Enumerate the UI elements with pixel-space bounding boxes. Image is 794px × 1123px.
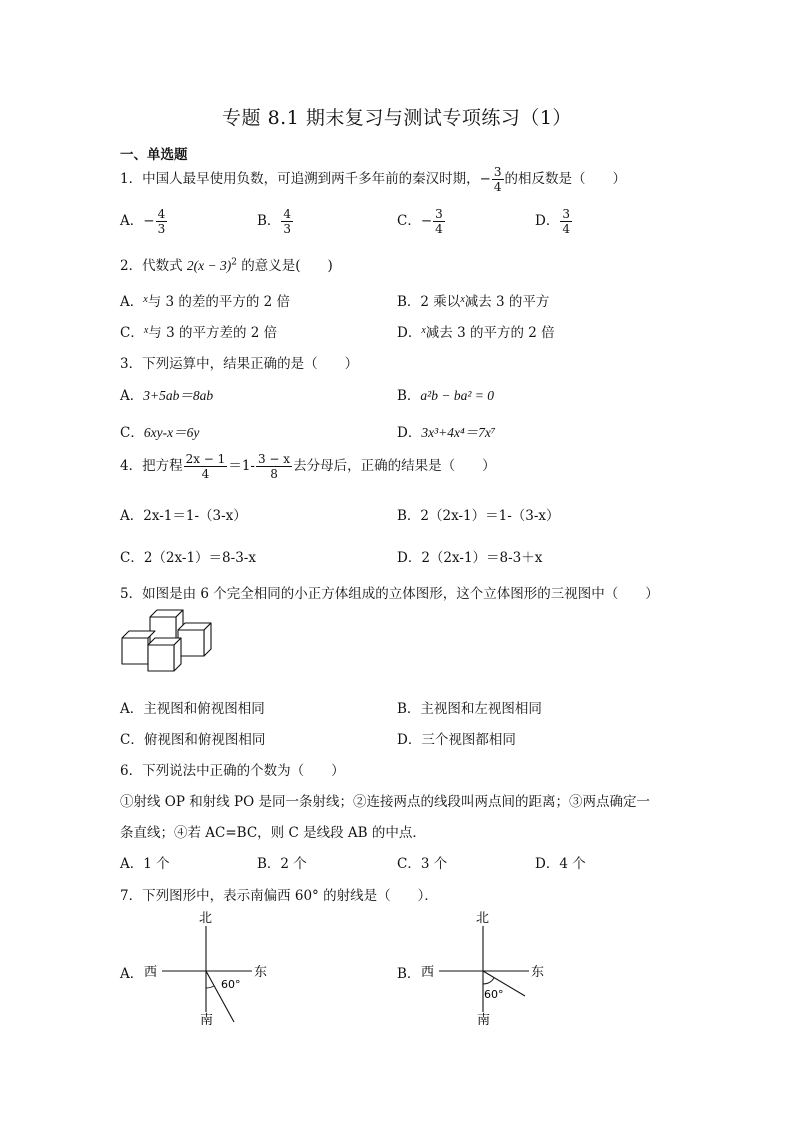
q4-mid: ＝1- xyxy=(228,458,255,474)
q1-option-d[interactable] xyxy=(535,207,573,236)
question-4-stem xyxy=(120,452,496,481)
question-5-stem: 5．如图是由 6 个完全相同的小正方体组成的立体图形，这个立体图形的三视图中（ ） xyxy=(120,586,659,602)
q7-option-b-label[interactable]: B． xyxy=(397,966,421,982)
section-heading: 一、单选题 xyxy=(120,147,188,163)
q1-a-sign: − xyxy=(143,213,155,229)
q1-a-den: 3 xyxy=(157,222,166,236)
q1-b-label: B． xyxy=(257,213,281,229)
q6-statements-line-1: ①射线 OP 和射线 PO 是同一条射线；②连接两点的线段叫两点间的距离；③两点确定一 xyxy=(120,794,650,810)
q1-c-den: 4 xyxy=(435,222,443,236)
q1-fraction xyxy=(492,165,504,194)
q4-f2-num: 3 − x xyxy=(257,452,291,466)
q4-d-label: D． xyxy=(397,550,422,566)
q3-d-label: D． xyxy=(397,425,422,441)
q2-d-var: x xyxy=(421,325,426,336)
west-label: 西 xyxy=(144,965,158,980)
question-1-stem xyxy=(120,165,626,194)
q4-a-label: A． xyxy=(120,508,144,524)
q2-c-var: x xyxy=(143,325,149,336)
question-7-stem: 7．下列图形中，表示南偏西 60° 的射线是（ ）． xyxy=(120,888,438,904)
q1-c-frac xyxy=(433,207,445,236)
angle-label: 60° xyxy=(221,978,241,991)
q4-f1-num: 2x − 1 xyxy=(185,452,226,466)
q3-a-label: A． xyxy=(120,388,144,404)
page-title: 专题 8.1 期末复习与测试专项练习（1） xyxy=(222,107,572,129)
q1-c-sign: − xyxy=(420,213,433,229)
q2-c-label: C． xyxy=(120,325,144,341)
q3-option-d[interactable] xyxy=(397,421,496,441)
north-label: 北 xyxy=(199,911,213,926)
q1-d-frac xyxy=(560,207,572,236)
q1-b-frac xyxy=(281,207,293,236)
q1-option-b[interactable] xyxy=(257,207,294,236)
south-label: 南 xyxy=(477,1013,491,1028)
q2-b-text-b: 减去 3 的平方 xyxy=(464,294,550,310)
q2-text-a: 2．代数式 xyxy=(120,258,187,274)
q6-option-b[interactable]: B．2 个 xyxy=(257,856,307,872)
q1-frac-den: 4 xyxy=(493,180,502,194)
q5-option-a[interactable]: A．主视图和俯视图相同 xyxy=(120,701,265,717)
q6-statements-line-2: 条直线；④若 AC=BC，则 C 是线段 AB 的中点． xyxy=(120,825,426,841)
q1-option-a[interactable] xyxy=(120,207,168,236)
q2-option-d[interactable] xyxy=(397,321,555,341)
q4-b-text: 2（2x-1）＝1-（3-x） xyxy=(420,508,560,524)
north-label: 北 xyxy=(476,911,490,926)
q4-f1-den: 4 xyxy=(201,467,210,481)
q3-option-a[interactable] xyxy=(120,384,213,404)
q3-d-text: 3x³+4x⁴＝7x⁷ xyxy=(421,425,496,440)
q4-b-label: B． xyxy=(397,508,421,524)
east-label: 东 xyxy=(531,965,545,980)
q1-c-num: 3 xyxy=(435,207,443,221)
q6-option-c[interactable]: C．3 个 xyxy=(397,856,448,872)
q4-option-c[interactable] xyxy=(120,546,256,566)
east-label: 东 xyxy=(254,965,268,980)
q4-c-text: 2（2x-1）＝8-3-x xyxy=(143,550,256,566)
q3-c-text: 6xy-x＝6y xyxy=(143,425,200,440)
q6-option-d[interactable]: D．4 个 xyxy=(535,856,586,872)
q5-option-b[interactable]: B．主视图和左视图相同 xyxy=(397,701,542,717)
q2-text-b: 的意义是( ) xyxy=(236,258,333,274)
q1-text-a: 1．中国人最早使用负数，可追溯到两千多年前的秦汉时期， xyxy=(120,171,480,187)
q4-d-text: 2（2x-1）＝8-3＋x xyxy=(421,550,543,566)
q1-frac-num: 3 xyxy=(493,165,502,179)
angle-label: 60° xyxy=(484,988,504,1001)
q4-option-d[interactable] xyxy=(397,546,542,566)
q2-b-var: x xyxy=(460,294,465,305)
q2-exponent: 2 xyxy=(231,257,237,268)
west-label: 西 xyxy=(421,965,435,980)
q1-a-num: 4 xyxy=(157,207,166,221)
q4-a-text: 2x-1＝1-（3-x） xyxy=(143,508,247,524)
q4-fraction-2 xyxy=(256,452,292,481)
q5-option-c[interactable]: C．俯视图和俯视图相同 xyxy=(120,732,266,748)
q2-a-label: A． xyxy=(120,294,144,310)
q1-d-num: 3 xyxy=(562,207,570,221)
q2-option-b[interactable] xyxy=(397,290,549,310)
q3-a-text: 3+5ab＝8ab xyxy=(143,388,214,403)
q1-option-c[interactable] xyxy=(397,207,446,236)
q7-figure-a[interactable] xyxy=(138,908,278,1028)
q2-a-var: x xyxy=(143,294,148,305)
q3-c-label: C． xyxy=(120,425,144,441)
q3-option-b[interactable] xyxy=(397,384,494,404)
q1-sign: − xyxy=(479,171,491,187)
q7-option-a-label[interactable]: A． xyxy=(120,966,144,982)
q3-option-c[interactable] xyxy=(120,421,199,441)
cube-figure xyxy=(116,604,216,680)
q4-text-a: 4．把方程 xyxy=(120,458,183,474)
q7-figure-b[interactable] xyxy=(415,908,555,1028)
q4-fraction-1 xyxy=(184,452,228,481)
q2-b-text-a: 2 乘以 xyxy=(420,294,461,310)
q4-text-b: 去分母后，正确的结果是（ ） xyxy=(293,458,496,474)
q1-c-label: C． xyxy=(397,213,421,229)
q2-c-text: 与 3 的平方差的 2 倍 xyxy=(148,325,278,341)
q4-option-b[interactable] xyxy=(397,504,560,524)
question-6-stem: 6．下列说法中正确的个数为（ ） xyxy=(120,763,345,779)
q1-b-den: 3 xyxy=(283,222,292,236)
south-label: 南 xyxy=(200,1013,214,1028)
q1-a-label: A． xyxy=(120,213,144,229)
q2-a-text: 与 3 的差的平方的 2 倍 xyxy=(147,294,291,310)
q3-b-label: B． xyxy=(397,388,421,404)
q6-option-a[interactable]: A．1 个 xyxy=(120,856,170,872)
q2-option-c[interactable] xyxy=(120,321,277,341)
q1-a-frac xyxy=(156,207,168,236)
question-2-stem xyxy=(120,254,333,274)
q4-f2-den: 8 xyxy=(270,467,278,481)
q4-option-a[interactable] xyxy=(120,504,247,524)
q2-expression: 2(x − 3) xyxy=(186,258,232,273)
q3-b-text: a²b − ba² = 0 xyxy=(420,388,494,403)
q1-b-num: 4 xyxy=(283,207,292,221)
q2-option-a[interactable] xyxy=(120,290,290,310)
q2-b-label: B． xyxy=(397,294,421,310)
q1-text-b: 的相反数是（ ） xyxy=(504,171,627,187)
q2-d-label: D． xyxy=(397,325,422,341)
q2-d-text: 减去 3 的平方的 2 倍 xyxy=(425,325,555,341)
q4-c-label: C． xyxy=(120,550,144,566)
question-3-stem: 3．下列运算中，结果正确的是（ ） xyxy=(120,356,359,372)
q1-d-den: 4 xyxy=(562,222,570,236)
q5-option-d[interactable]: D．三个视图都相同 xyxy=(397,732,516,748)
q1-d-label: D． xyxy=(535,213,560,229)
